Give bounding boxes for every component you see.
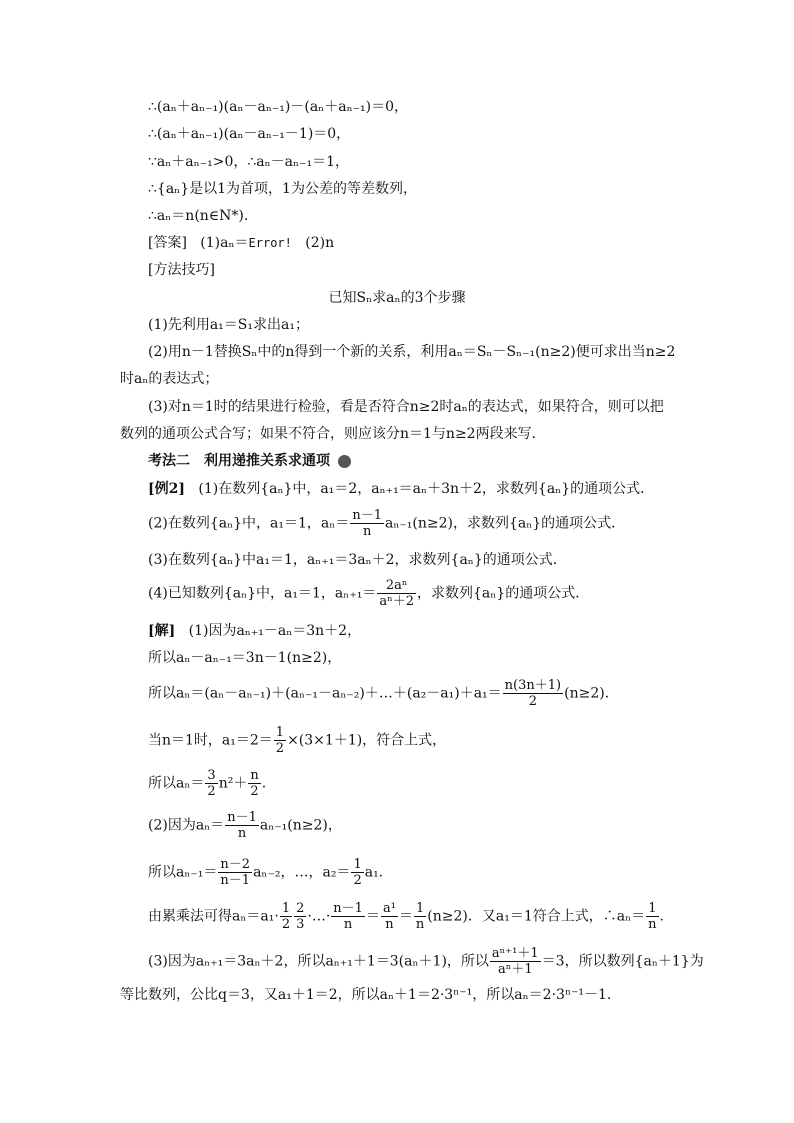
line-5: ∴aₙ＝n(n∈N*)． bbox=[148, 208, 258, 224]
denominator: n bbox=[385, 917, 394, 932]
fraction bbox=[377, 578, 416, 609]
solution-8-eq1: ＝ bbox=[365, 908, 380, 925]
example-4-post: ，求数列{aₙ}的通项公式． bbox=[416, 585, 590, 602]
fraction bbox=[646, 901, 658, 932]
solution-10: 等比数列，公比q＝3，又a₁＋1＝2，所以aₙ＋1＝2·3ⁿ⁻¹，所以aₙ＝2·3ⁿ⁻¹－1. bbox=[120, 987, 612, 1003]
solution-1 bbox=[148, 621, 361, 641]
solution-9-post: ＝3，所以数列{aₙ＋1}为 bbox=[541, 953, 704, 970]
denominator: n bbox=[237, 826, 247, 841]
solution-4-pre: 当n＝1时，a₁＝2＝ bbox=[148, 732, 273, 749]
denominator: n bbox=[415, 917, 425, 932]
denominator: n bbox=[343, 917, 353, 932]
solution-8-post: . bbox=[659, 908, 664, 925]
denominator: n bbox=[362, 524, 372, 539]
fraction bbox=[274, 725, 286, 756]
denominator: 2 bbox=[528, 694, 538, 709]
fraction bbox=[490, 946, 541, 977]
solution-9-pre: (3)因为aₙ₊₁＝3aₙ＋2，所以aₙ₊₁＋1＝3(aₙ＋1)，所以 bbox=[148, 953, 489, 970]
solution-3 bbox=[148, 678, 619, 709]
solution-6 bbox=[148, 810, 342, 841]
solution-5-post: . bbox=[261, 775, 267, 792]
line-3: ∵aₙ＋aₙ₋₁>0，∴aₙ－aₙ₋₁＝1， bbox=[148, 154, 349, 170]
solution-8-pre: 由累乘法可得aₙ＝a₁· bbox=[148, 908, 279, 925]
fraction bbox=[381, 901, 398, 932]
numerator: 1 bbox=[281, 901, 291, 916]
fraction bbox=[294, 901, 306, 932]
denominator: 2 bbox=[281, 917, 291, 932]
example-label: [例2] bbox=[148, 481, 185, 497]
numerator: n(3n＋1) bbox=[504, 678, 562, 693]
solution-3-pre: 所以aₙ＝(aₙ－aₙ₋₁)＋(aₙ₋₁－aₙ₋₂)＋…＋(a₂－a₁)＋a₁＝ bbox=[148, 685, 502, 702]
line-2: ∴(aₙ＋aₙ₋₁)(aₙ－aₙ₋₁－1)＝0， bbox=[148, 126, 351, 142]
example-4-pre: (4)已知数列{aₙ}中，a₁＝1，aₙ₊₁＝ bbox=[148, 585, 377, 602]
denominator: n bbox=[648, 917, 657, 932]
solution-3-post: (n≥2)． bbox=[564, 685, 619, 702]
solution-9 bbox=[148, 946, 704, 977]
numerator: 1 bbox=[275, 725, 285, 740]
fraction bbox=[331, 901, 365, 932]
example-1 bbox=[148, 479, 654, 499]
solution-8-dots: ·…· bbox=[307, 908, 331, 925]
solution-4 bbox=[148, 725, 446, 756]
section-dot-icon bbox=[338, 455, 351, 468]
answer-line bbox=[148, 233, 334, 253]
section-title bbox=[148, 451, 351, 471]
line-1: ∴(aₙ＋aₙ₋₁)(aₙ－aₙ₋₁)－(aₙ＋aₙ₋₁)＝0， bbox=[148, 99, 409, 115]
solution-7-post: a₁. bbox=[364, 864, 384, 881]
fraction bbox=[351, 857, 363, 888]
solution-7-pre: 所以aₙ₋₁＝ bbox=[148, 864, 218, 881]
denominator: 2 bbox=[353, 873, 362, 888]
numerator: 1 bbox=[414, 901, 426, 917]
solution-6-post: aₙ₋₁(n≥2)， bbox=[259, 817, 342, 834]
method-title: 已知Sₙ求aₙ的3个步骤 bbox=[328, 290, 466, 306]
numerator: n－1 bbox=[352, 508, 382, 523]
answer-tail: (2)n bbox=[305, 235, 335, 251]
solution-label: [解] bbox=[148, 623, 176, 639]
fraction bbox=[218, 857, 252, 888]
step-3b: 数列的通项公式合写；如果不符合，则应该分n＝1与n≥2两段来写． bbox=[120, 426, 546, 442]
section-title-text: 考法二 利用递推关系求通项 bbox=[148, 453, 330, 469]
numerator: 3 bbox=[207, 768, 216, 783]
answer-error: Error! bbox=[248, 236, 292, 250]
solution-5 bbox=[148, 768, 266, 799]
example-4 bbox=[148, 578, 589, 609]
solution-7 bbox=[148, 857, 383, 888]
fraction bbox=[350, 508, 384, 539]
solution-4-post: ×(3×1＋1)，符合上式， bbox=[287, 732, 447, 749]
example-1-text: (1)在数列{aₙ}中，a₁＝2，aₙ₊₁＝aₙ＋3n＋2，求数列{aₙ}的通项公式． bbox=[198, 481, 655, 497]
solution-8-mid: (n≥2)．又a₁＝1符合上式，∴aₙ＝ bbox=[427, 908, 646, 925]
answer-text: (1)aₙ＝ bbox=[200, 235, 249, 251]
fraction bbox=[225, 810, 259, 841]
solution-5-mid: n²＋ bbox=[218, 775, 248, 792]
denominator: n－1 bbox=[220, 873, 251, 888]
solution-2: 所以aₙ－aₙ₋₁＝3n－1(n≥2)， bbox=[148, 650, 342, 666]
solution-8 bbox=[148, 901, 664, 932]
solution-7-mid: aₙ₋₂，…，a₂＝ bbox=[253, 864, 351, 881]
fraction bbox=[503, 678, 563, 709]
solution-5-pre: 所以aₙ＝ bbox=[148, 775, 205, 792]
denominator: 3 bbox=[296, 917, 305, 932]
step-2a: (2)用n－1替换Sₙ中的n得到一个新的关系，利用aₙ＝Sₙ－Sₙ₋₁(n≥2)便可求出当n≥2 bbox=[148, 344, 676, 360]
numerator: n bbox=[250, 768, 259, 783]
solution-8-eq2: ＝ bbox=[398, 908, 413, 925]
step-2b: 时aₙ的表达式； bbox=[120, 371, 219, 387]
numerator: n－2 bbox=[220, 857, 251, 872]
line-4: ∴{aₙ}是以1为首项，1为公差的等差数列， bbox=[148, 181, 417, 197]
denominator: aⁿ＋1 bbox=[497, 962, 533, 977]
method-label: [方法技巧] bbox=[148, 262, 215, 278]
denominator: 2 bbox=[207, 784, 216, 799]
numerator: 1 bbox=[353, 857, 362, 872]
denominator: 2 bbox=[250, 784, 259, 799]
fraction bbox=[414, 901, 426, 932]
numerator: 1 bbox=[646, 901, 658, 917]
fraction bbox=[280, 901, 292, 932]
numerator: 2aⁿ bbox=[377, 578, 416, 594]
fraction bbox=[248, 768, 260, 799]
fraction bbox=[205, 768, 217, 799]
example-2-post: aₙ₋₁(n≥2)，求数列{aₙ}的通项公式． bbox=[384, 515, 626, 532]
denominator: aⁿ＋2 bbox=[379, 594, 414, 609]
solution-1-text: (1)因为aₙ₊₁－aₙ＝3n＋2， bbox=[188, 623, 362, 639]
step-1: (1)先利用a₁＝S₁求出a₁； bbox=[148, 317, 309, 333]
solution-6-pre: (2)因为aₙ＝ bbox=[148, 817, 225, 834]
numerator: a¹ bbox=[382, 901, 396, 916]
answer-label: [答案] bbox=[148, 235, 187, 251]
numerator: n－1 bbox=[333, 901, 363, 916]
numerator: n－1 bbox=[227, 810, 257, 825]
step-3a: (3)对n＝1时的结果进行检验，看是否符合n≥2时aₙ的表达式，如果符合，则可以把 bbox=[148, 399, 664, 415]
numerator: aⁿ⁺¹＋1 bbox=[491, 946, 539, 961]
example-2 bbox=[148, 508, 625, 539]
denominator: 2 bbox=[275, 741, 285, 756]
example-2-pre: (2)在数列{aₙ}中，a₁＝1，aₙ＝ bbox=[148, 515, 350, 532]
example-3: (3)在数列{aₙ}中a₁＝1，aₙ₊₁＝3aₙ＋2，求数列{aₙ}的通项公式． bbox=[148, 552, 567, 568]
numerator: 2 bbox=[296, 901, 305, 916]
